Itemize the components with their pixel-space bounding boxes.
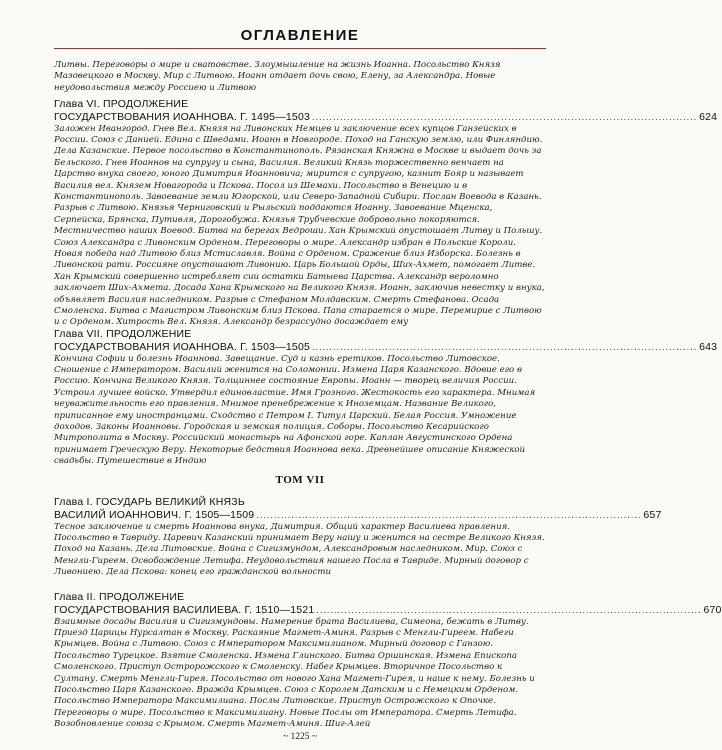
chapter-page-number: 624 <box>699 110 718 123</box>
chapter-summary: Заложен Ивангород. Гнев Вел. Князя на Ливонских Немцев и заключение всех купцов Ганзейских в России. Союз с Данией. Едина с Шведами. Иоанн в Новгороде. Поход на Ганскую землю, или Финляндию. Дела Казанские. Первое посольство в Константинополь. Рязанская Княжна в Москве и выдает дочь за Бельского. Гнев Иоаннов на супругу и сына, Василия. Великий Князь торжественно венчает на Царство внука своего, юного Димитрия Иоанновича; мирится с супругою, казнит Бояр и называет Василия вел. Князем Новагорода и Пскова. Посол из Шемахи. Посольство в Венецию и в Константинополь. Завоевание земли Югорской, или Северо-Западной Сибири. Послан Воевода в Казань. Разрыв с Литвою. Князья Черниговский и Рыльский поддаются Иоанну. Завоевание Мценска, Серпейска, Брянска, Путивля, Дорогобужа. Князья Трубчевские добровольно покоряются. Местничество наших Воевод. Битва на берегах Ведроши. Хан Крымский опустошает Литву и Польшу. Союз Александра с Ливонским Орденом. Переговоры о мире. Александр избран в Польские Короли. Новая победа над Литвою близ Мстиславля. Война с Орденом. Сражение близ Изборска. Болезнь в Ливонской рати. Россияне опустошают Ливонию. Царь Большой Орды, Ших-Ахмет, помогает Литве. Хан Крымский совершенно истребляет сии остатки Батыева Царства. Александр вероломно заключает Ших-Ахмета. Досада Хана Крымского на Великого Князя. Иоанн, заключив невестку и внука, объявляет Василия наследником. Разрыв с Стефаном Молдавским. Смерть Стефанова. Осада Смоленска. Битва с Магистром Ливонским близ Пскова. Папа старается о мире. Перемирие с Литвою и с Орденом. Хитрость Вел. Князя. Александр безрассудно досаждает ему <box>54 123 545 328</box>
page-number: ~ 1225 ~ <box>282 732 318 742</box>
chapter-summary: Взаимные досады Василия и Сигизмундовы. Намерение брата Василиева, Симеона, бежать в Литву. Приезд Царицы Нурсалтан в Москву. Раскаяние Магмет-Аминя. Разрыв с Менгли-Гиреем. Набеги Крымцев. Война с Литвою. Союз с Императором Максимилианом. Мирный договор с Ганзою. Посольство Турецкое. Взятие Смоленска. Измена Глинского. Битва Оршинская. Измена Епископа Смоленского. Приступ Остророжского к Смоленску. Набег Крымцев. Вторичное Посольство к Султану. Смерть Менгли-Гирея. Посольство от нового Хана Магмет-Гирея, и наше к нему. Болезнь и Посольство Царя Казанского. Вражда Крымцев. Союз с Королем Датским и с Немецким Орденом. Посольство Императора Максимилиана. Послы Литовские. Приступ Острожского к Опочке. Переговоры о мире. Посольство к Максимилиану. Новые Послы от Императора. Смерть Летифа. Возобновление союза с Крымом. Смерть Магмет-Аминя. Шиг-Алей <box>54 616 535 730</box>
chapter-entry <box>54 328 718 468</box>
dot-leader: .............................................................................................................. <box>316 604 702 615</box>
chapter-label: Глава VII. ПРОДОЛЖЕНИЕ <box>54 328 192 340</box>
dot-leader: .............................................................................................................. <box>256 509 642 520</box>
chapter-summary: Тесное заключение и смерть Иоаннова внука, Димитрия. Общий характер Василиева правления. Посольство в Тавриду. Царевич Казанский принимает Веру нашу и женится на сестре Великого Князя. Поход на Казань. Дела Литовские. Война с Сигизмундом, Александровым наследником. Мир. Союз с Менгли-Гиреем. Освобождение Летифа. Неудовольствия нашего Посла в Тавриде. Мирный договор с Ливониею. Дела Пскова: конец его гражданской вольности <box>54 521 545 578</box>
chapter-title: ГОСУДАРСТВОВАНИЯ ИОАННОВА. Г. 1495—1503 <box>54 110 311 123</box>
chapter-entry <box>54 98 718 329</box>
dot-leader: .............................................................................................................. <box>312 341 698 352</box>
chapter-label: Глава VI. ПРОДОЛЖЕНИЕ <box>54 98 189 110</box>
chapter-page-number: 643 <box>699 340 718 353</box>
intro-paragraph: Литвы. Переговоры о мире и сватовстве. Злоумышление на жизнь Иоанна. Посольство Князя Мазовецкого в Москву. Мир с Литвою. Иоанн отдает дочь свою, Елену, за Александра. Новые неудовольствия между Россиею и Литвою <box>54 60 501 93</box>
dot-leader: .............................................................................................................. <box>312 111 698 122</box>
chapter-title: ГОСУДАРСТВОВАНИЯ ИОАННОВА. Г. 1503—1505 <box>54 340 311 353</box>
chapter-label: Глава I. ГОСУДАРЬ ВЕЛИКИЙ КНЯЗЬ <box>54 496 245 508</box>
chapter-entry <box>54 496 662 579</box>
chapter-page-number: 670 <box>703 603 722 616</box>
chapter-title: ГОСУДАРСТВОВАНИЯ ВАСИЛИЕВА. Г. 1510—1521 <box>54 603 315 616</box>
chapter-page-number: 657 <box>643 508 662 521</box>
chapter-summary: Кончина Софии и болезнь Иоаннова. Завещание. Суд и казнь еретиков. Посольство Литовское. Сношение с Императором. Василий женится на Соломонии. Измена Царя Казанского. Вдовие его в Россию. Кончина Великого Князя. Толщиннее состояние Европы. Иоанн — творец величия России. Устроил лучшее войско. Утвердил единовластие. Имя Грозного. Жестокость его характера. Мнимая неуважительность его правления. Мнимое пренебрежение к Иноземцам. Название Великого, приписанное ему иностранцами. Сходство с Петром I. Титул Царский. Белая Россия. Умножение доходов. Законы Иоанновы. Городская и земская полиция. Соборы. Посольство Кесарийского Митрополита в Москву. Российский монастырь на Афонской горе. Каплан Августинского Ордена принимает Греческую Веру. Некоторые бедствия Иоаннова века. Древнейшее описание Княжеской свадьбы. Путешествие в Индию <box>54 353 536 467</box>
volume-heading: ТОМ VII <box>275 474 325 486</box>
title-divider <box>54 48 546 49</box>
page-title: ОГЛАВЛЕНИЕ <box>240 27 360 44</box>
chapter-title: ВАСИЛИЙ ИОАННОВИЧ. Г. 1505—1509 <box>54 508 255 521</box>
chapter-entry <box>54 591 722 731</box>
chapter-label: Глава II. ПРОДОЛЖЕНИЕ <box>54 591 185 603</box>
